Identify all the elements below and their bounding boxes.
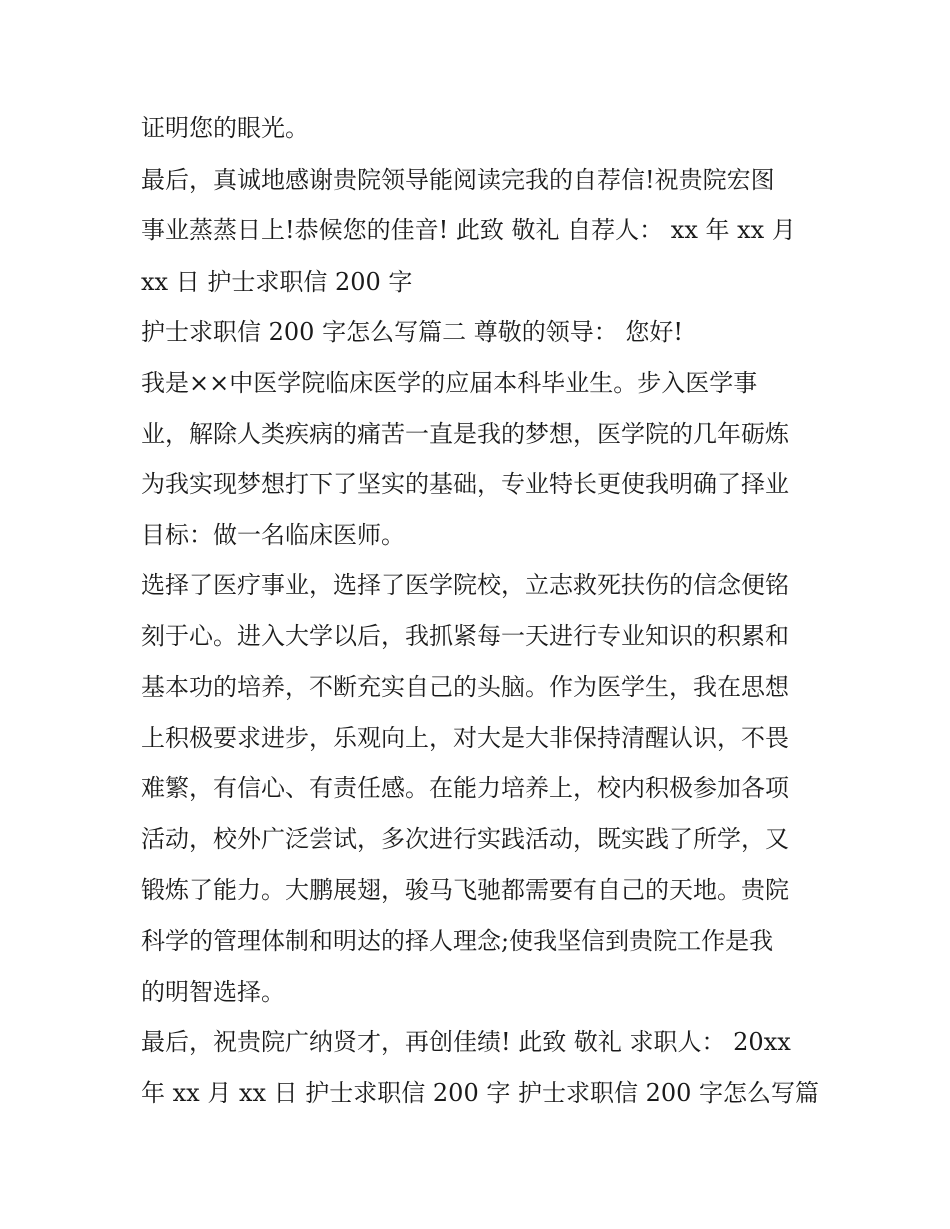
text-line: 最后，真诚地感谢贵院领导能阅读完我的自荐信!祝贵院宏图: [141, 166, 775, 194]
text-line: 基本功的培养，不断充实自己的头脑。作为医学生，我在思想: [141, 673, 789, 701]
text-line: 难繁，有信心、有责任感。在能力培养上，校内积极参加各项: [141, 774, 789, 802]
text-line: 刻于心。进入大学以后，我抓紧每一天进行专业知识的积累和: [141, 622, 789, 650]
text-line: 年 xx 月 xx 日 护士求职信 200 字 护士求职信 200 字怎么写篇: [141, 1079, 820, 1107]
text-line: 我是××中医学院临床医学的应届本科毕业生。步入医学事: [141, 369, 758, 397]
text-line: 活动，校外广泛尝试，多次进行实践活动，既实践了所学，又: [141, 825, 789, 853]
text-line: 护士求职信 200 字怎么写篇二 尊敬的领导： 您好!: [141, 318, 683, 346]
text-line: 上积极要求进步，乐观向上，对大是大非保持清醒认识，不畏: [141, 724, 789, 752]
text-line: 科学的管理体制和明达的择人理念;使我坚信到贵院工作是我: [141, 927, 774, 955]
text-line: 目标：做一名临床医师。: [141, 521, 405, 549]
text-line: 选择了医疗事业，选择了医学院校，立志救死扶伤的信念便铭: [141, 571, 789, 599]
text-line: 事业蒸蒸日上!恭候您的佳音! 此致 敬礼 自荐人： xx 年 xx 月: [141, 216, 796, 244]
text-line: 最后，祝贵院广纳贤才，再创佳绩! 此致 敬礼 求职人： 20xx: [141, 1028, 791, 1056]
text-line: 业，解除人类疾病的痛苦一直是我的梦想，医学院的几年砺炼: [141, 420, 789, 448]
text-line: 的明智选择。: [141, 978, 285, 1006]
text-line: 为我实现梦想打下了坚实的基础，专业特长更使我明确了择业: [141, 470, 789, 498]
text-line: 证明您的眼光。: [141, 114, 309, 142]
text-line: 锻炼了能力。大鹏展翅，骏马飞驰都需要有自己的天地。贵院: [141, 876, 789, 904]
text-line: xx 日 护士求职信 200 字: [141, 268, 413, 296]
